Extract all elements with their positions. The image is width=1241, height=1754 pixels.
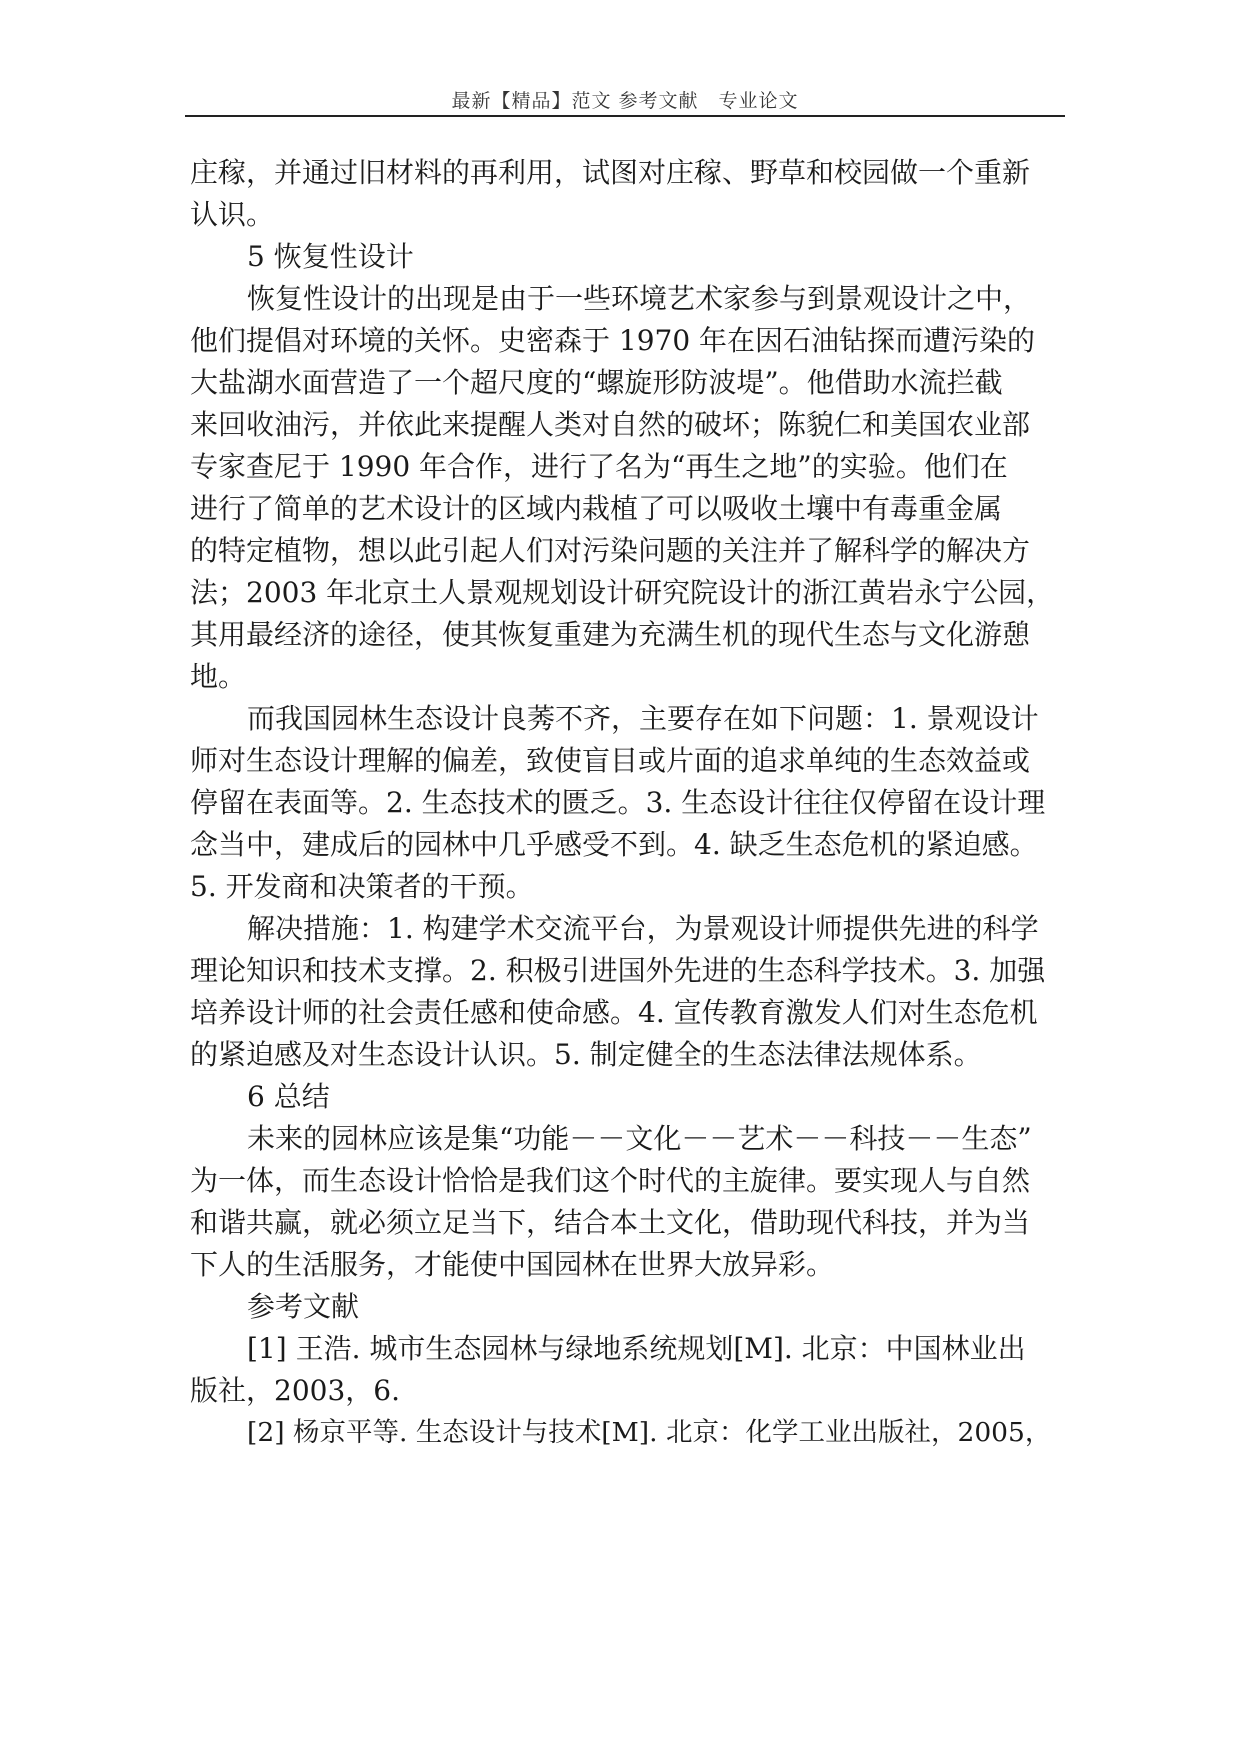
text-line: 专家查尼于 1990 年合作，进行了名为“再生之地”的实验。他们在: [190, 450, 1008, 483]
text-line: [2] 杨京平等. 生态设计与技术[M]. 北京：化学工业出版社，2005，: [247, 1417, 1052, 1448]
text-line: 庄稼，并通过旧材料的再利用，试图对庄稼、野草和校园做一个重新: [190, 156, 1031, 189]
text-line: 认识。: [190, 198, 275, 231]
document-body: [190, 152, 1062, 1454]
text-line: [1] 王浩. 城市生态园林与绿地系统规划[M]. 北京：中国林业出: [247, 1332, 1026, 1365]
text-line: 解决措施：1. 构建学术交流平台，为景观设计师提供先进的科学: [247, 912, 1039, 945]
text-line: 其用最经济的途径，使其恢复重建为充满生机的现代生态与文化游憩: [190, 618, 1031, 651]
text-line: 地。: [190, 660, 247, 693]
text-line: 他们提倡对环境的关怀。史密森于 1970 年在因石油钻探而遭污染的: [190, 324, 1036, 357]
text-line: 的紧迫感及对生态设计认识。5. 制定健全的生态法律法规体系。: [190, 1038, 982, 1071]
text-line: 恢复性设计的出现是由于一些环境艺术家参与到景观设计之中，: [247, 282, 1032, 315]
text-line: 下人的生活服务，才能使中国园林在世界大放异彩。: [190, 1248, 835, 1281]
text-line: 停留在表面等。2. 生态技术的匮乏。3. 生态设计往往仅停留在设计理: [190, 786, 1046, 819]
text-line: 未来的园林应该是集“功能－－文化－－艺术－－科技－－生态”: [247, 1122, 1032, 1155]
text-line: 念当中，建成后的园林中几乎感受不到。4. 缺乏生态危机的紧迫感。: [190, 828, 1038, 861]
header-rule: [185, 115, 1065, 117]
text-line: 6 总结: [247, 1080, 330, 1113]
text-line: 理论知识和技术支撑。2. 积极引进国外先进的生态科学技术。3. 加强: [190, 954, 1046, 987]
text-line: 和谐共赢，就必须立足当下，结合本土文化，借助现代科技，并为当: [190, 1206, 1031, 1239]
text-line: 进行了简单的艺术设计的区域内栽植了可以吸收土壤中有毒重金属: [190, 492, 1003, 525]
running-header: 最新【精品】范文 参考文献 专业论文: [451, 90, 799, 112]
text-line: 为一体，而生态设计恰恰是我们这个时代的主旋律。要实现人与自然: [190, 1164, 1031, 1197]
text-line: 大盐湖水面营造了一个超尺度的“螺旋形防波堤”。他借助水流拦截: [190, 366, 1003, 399]
text-line: 培养设计师的社会责任感和使命感。4. 宣传教育激发人们对生态危机: [190, 996, 1038, 1029]
text-line: 的特定植物，想以此引起人们对污染问题的关注并了解科学的解决方: [190, 534, 1031, 567]
text-line: 5 恢复性设计: [247, 240, 414, 273]
text-line: 版社，2003，6.: [190, 1374, 400, 1407]
text-line: 师对生态设计理解的偏差，致使盲目或片面的追求单纯的生态效益或: [190, 744, 1031, 777]
text-line: 来回收油污，并依此来提醒人类对自然的破坏；陈貌仁和美国农业部: [190, 408, 1031, 441]
text-line: 5. 开发商和决策者的干预。: [190, 870, 534, 903]
text-line: 法；2003 年北京土人景观规划设计研究院设计的浙江黄岩永宁公园，: [190, 576, 1055, 609]
text-line: 参考文献: [247, 1290, 360, 1323]
text-line: 而我国园林生态设计良莠不齐，主要存在如下问题：1. 景观设计: [247, 702, 1039, 735]
